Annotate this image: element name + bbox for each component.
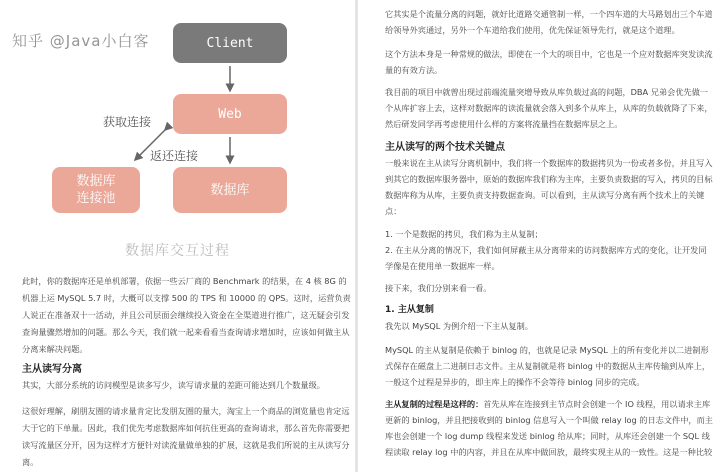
- paragraph: 这个方法本身是一种常规的做法，即使在一个大的项目中，它也是一个应对数据库突发读流 量的有效方法。: [385, 49, 713, 75]
- left-page: [0, 0, 355, 472]
- bold-lead: 主从复制的过程是这样的：: [385, 399, 484, 409]
- paragraph: 一般来说在主从读写分离机制中，我们将一个数据库的数据拷贝为一份或者多份，并且写入 到其它的数据库服务器中，原始的数据库我们称为主库，主要负责数据的写入，拷贝的目标 数据库称为从库，主要负责支持数据查询。可以看到，主从读写分离有两个技术上的关键 点：: [385, 158, 713, 216]
- numbered-list: 1. 一个是数据的拷贝，我们称为主从复制； 2. 在主从分离的情况下，我们如何屏蔽主从分离带来的访问数据库方式的变化，让开发同 学像是在使用单一数据库一样。: [385, 229, 707, 271]
- paragraph: 我先以 MySQL 为例介绍一下主从复制。: [385, 321, 533, 331]
- return-connection-label: 返还连接: [150, 149, 199, 163]
- paragraph: MySQL 的主从复制是依赖于 binlog 的，也就是记录 MySQL 上的所有变化并以二进制形 式保存在磁盘上二进制日志文件。主从复制就是将 binlog 中的数据从主库传输到从库上， 一般这个过程是异步的，即主库上的操作不会等待 binlog 同步的完成。: [385, 345, 711, 387]
- web-box: Web: [173, 94, 287, 134]
- paragraph: 接下来，我们分别来看一看。: [385, 283, 492, 293]
- get-connection-label: 获取连接: [103, 115, 152, 129]
- section-heading: 主从读写分离: [22, 364, 82, 375]
- paragraph: 主从复制的过程是这样的：首先从库在连接到主节点时会创建一个 IO 线程，用以请求主库 更新的 binlog，并且把接收到的 binlog 信息写入一个叫做 relay log 的日志文件中，而主 库也会创建一个 log dump 线程来发送 binlog 给从库；同时，从库还会创建一个 SQL 线 程读取 relay log 中的内容，并且在从库中做回放，最终实现主从的一致性。这是一种比较: [385, 399, 713, 457]
- pool-line: 数据库: [76, 174, 116, 189]
- subsection-heading: 1. 主从复制: [385, 305, 434, 315]
- database-box: 数据库: [173, 167, 287, 213]
- section-heading: 主从读写的两个技术关键点: [385, 142, 505, 153]
- paragraph: 这很好理解，刷朋友圈的请求量肯定比发朋友圈的量大，淘宝上一个商品的浏览量也肯定远 大于它的下单量。因此，我们优先考虑数据库如何抗住更高的查询请求，那么首先你需要把 读写流量区分开，因为这样才方便针对读流量做单独的扩展，这就是我们所说的主从读写分 离。: [22, 406, 350, 467]
- paragraph: 其实，大部分系统的访问模型是读多写少，读写请求量的差距可能达到几个数量级。: [22, 380, 325, 390]
- diagram-caption: 数据库交互过程: [125, 243, 230, 259]
- client-box: Client: [173, 23, 287, 63]
- watermark: 知乎 @Java小白客: [12, 32, 150, 50]
- paragraph: 我目前的项目中就曾出现过前端流量突增导致从库负载过高的问题，DBA 兄弟会优先做一 个从库扩容上去，这样对数据库的读流量就会落入到多个从库上，从库的负载就降了下来， 然后研发同学再考虑使用什么样的方案将流量挡在数据库层之上。: [385, 87, 713, 129]
- paragraph: 此时，你的数据库还是单机部署，依据一些云厂商的 Benchmark 的结果，在 4 核 8G 的 机器上运 MySQL 5.7 时，大概可以支撑 500 的 TPS 和 10000 的 QPS。这时，运营负责 人说正在准备双十一活动，并且公司层面会继续投入资金在全渠道进行推广，这无疑会引发 查询量骤然增加的问题。那么今天，我们就一起来看看当查询请求增加时，应该如何做主从 分离来解决问题。: [22, 276, 351, 354]
- paragraph: 它其实是个流量分离的问题，就好比道路交通管制一样，一个四车道的大马路划出三个车道 给领导外宾通过，另外一个车道给我们使用，优先保证领导先行，就是这个道理。: [385, 9, 713, 35]
- pool-line: 连接池: [76, 191, 116, 206]
- right-page: [358, 0, 720, 472]
